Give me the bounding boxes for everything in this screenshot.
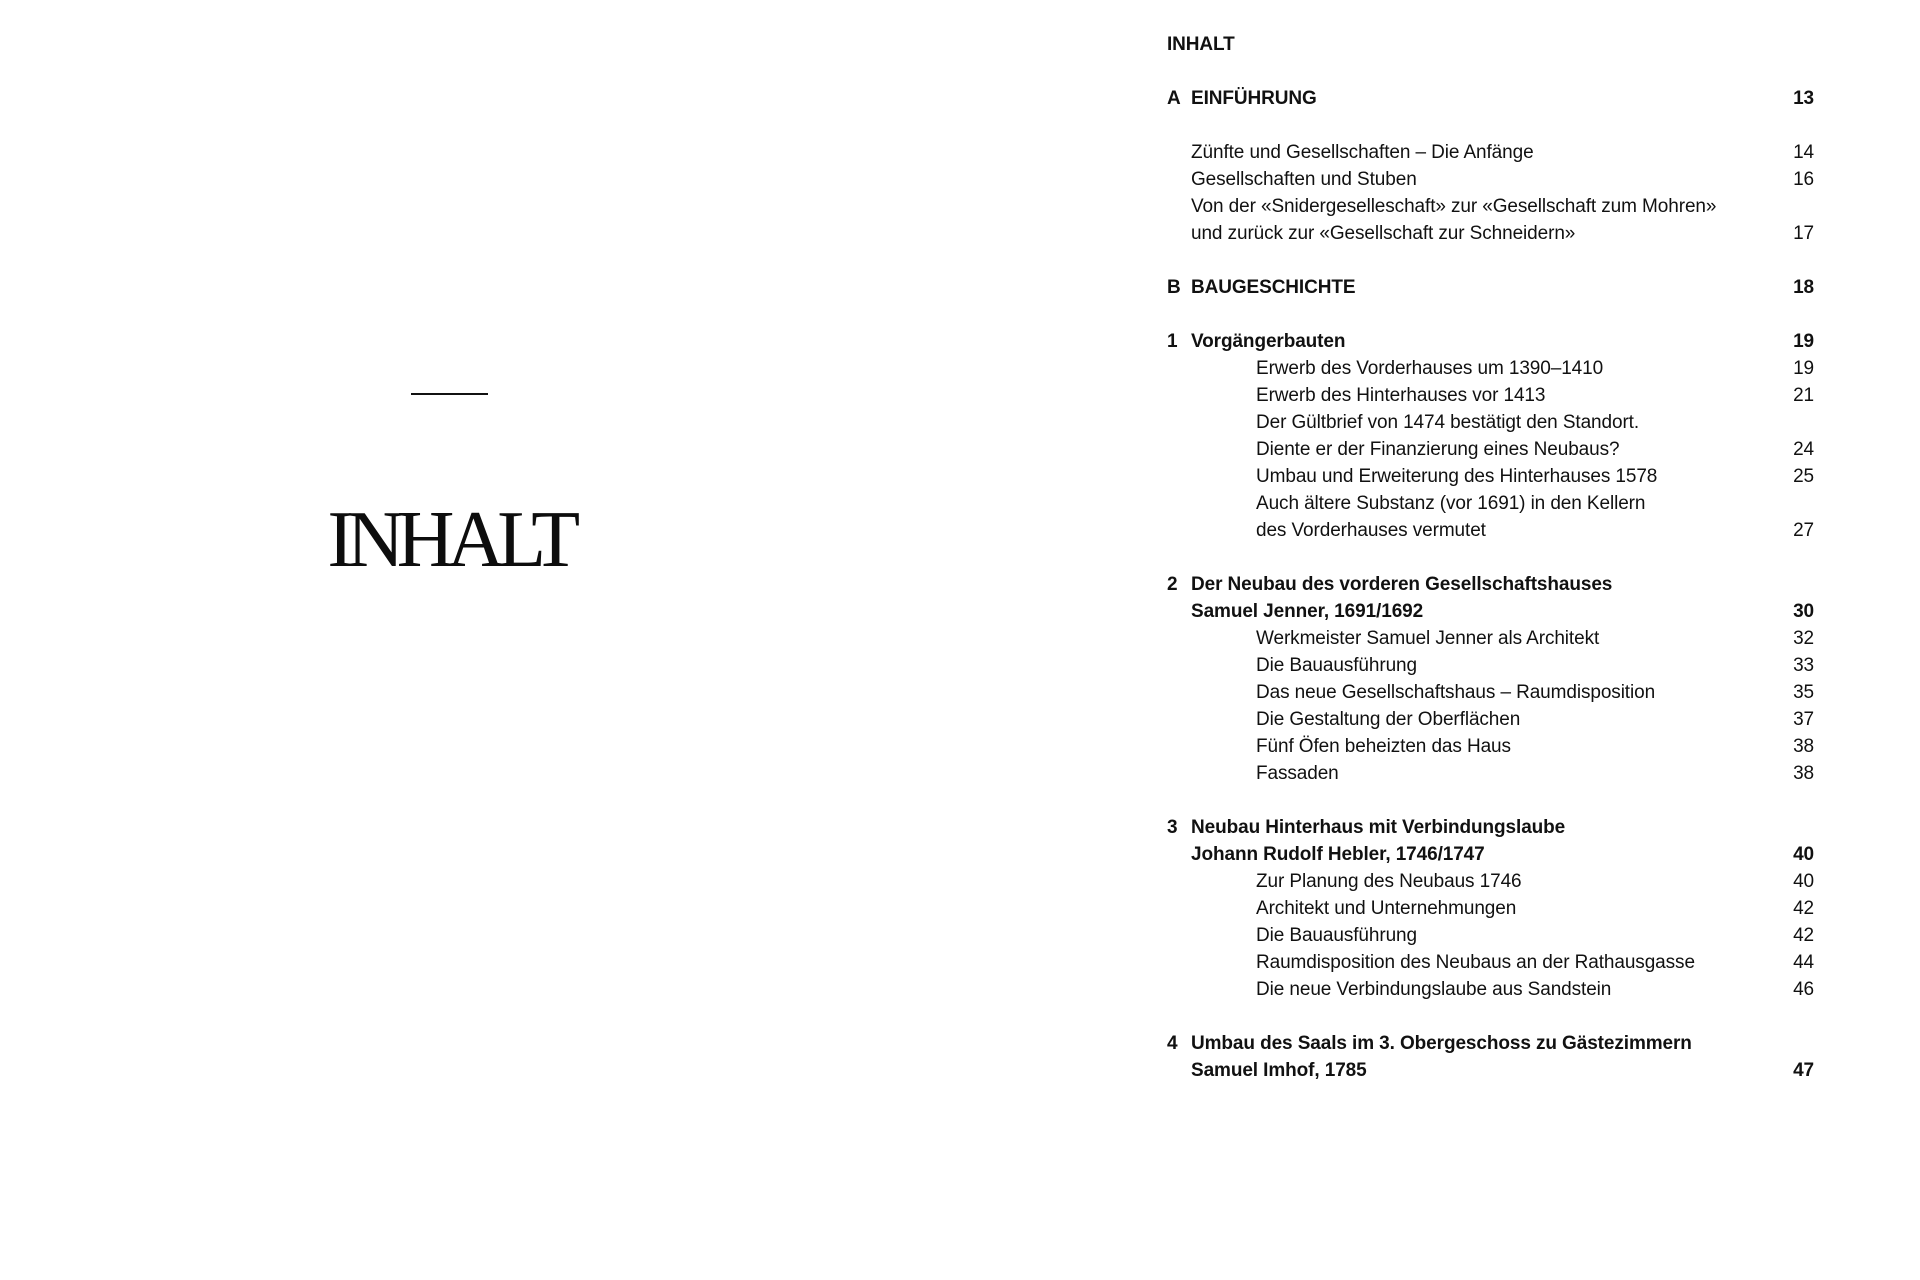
entry-title: des Vorderhauses vermutet [1256,520,1486,541]
toc-entry[interactable] [1167,382,1814,409]
page-number: 44 [1793,952,1814,973]
part-title: BAUGESCHICHTE [1191,277,1356,298]
part-title: EINFÜHRUNG [1191,88,1317,109]
toc-entry[interactable] [1167,760,1814,787]
page-number: 33 [1793,655,1814,676]
page-number: 30 [1793,601,1814,622]
spacer [1167,787,1814,814]
entry-title: Das neue Gesellschaftshaus – Raumdisposition [1256,682,1656,703]
right-page [960,0,1920,1280]
entry-title: Erwerb des Hinterhauses vor 1413 [1256,385,1546,406]
page-number: 40 [1793,871,1814,892]
toc-entry[interactable] [1167,220,1814,247]
page-number: 21 [1793,385,1814,406]
entry-title: Die neue Verbindungslaube aus Sandstein [1256,979,1612,1000]
entry-title: Die Bauausführung [1256,925,1417,946]
spacer [1167,112,1814,139]
chapter-subtitle: Johann Rudolf Hebler, 1746/1747 [1191,844,1485,865]
toc-chapter-4[interactable] [1167,1030,1814,1057]
toc-chapter-3[interactable] [1167,814,1814,841]
page-number: 27 [1793,520,1814,541]
page-number: 18 [1793,277,1814,298]
entry-title: Architekt und Unternehmungen [1256,898,1517,919]
page-number: 19 [1793,331,1814,352]
page-number: 38 [1793,736,1814,757]
page-number: 47 [1793,1060,1814,1081]
entry-title: Zur Planung des Neubaus 1746 [1256,871,1522,892]
chapter-title: Der Neubau des vorderen Gesellschaftshauses [1191,574,1613,595]
toc-part-a[interactable] [1167,85,1814,112]
page-number: 19 [1793,358,1814,379]
toc-entry[interactable] [1167,679,1814,706]
page-number: 13 [1793,88,1814,109]
chapter-number: 4 [1167,1033,1178,1054]
page-number: 38 [1793,763,1814,784]
toc-entry[interactable] [1167,652,1814,679]
toc-entry[interactable] [1167,355,1814,382]
entry-title: Raumdisposition des Neubaus an der Rathausgasse [1256,952,1695,973]
chapter-number: 1 [1167,331,1178,352]
toc-entry[interactable] [1167,463,1814,490]
page-number: 17 [1793,223,1814,244]
toc-entry[interactable] [1167,490,1814,517]
toc-entry[interactable] [1167,625,1814,652]
toc-entry[interactable] [1167,166,1814,193]
entry-title: Diente er der Finanzierung eines Neubaus? [1256,439,1620,460]
table-of-contents [1167,31,1814,1084]
chapter-number: 2 [1167,574,1178,595]
chapter-number: 3 [1167,817,1178,838]
entry-title: Erwerb des Vorderhauses um 1390–1410 [1256,358,1604,379]
toc-entry[interactable] [1167,922,1814,949]
toc-entry[interactable] [1167,139,1814,166]
entry-title: Zünfte und Gesellschaften – Die Anfänge [1191,142,1534,163]
entry-title: Gesellschaften und Stuben [1191,169,1417,190]
entry-title: und zurück zur «Gesellschaft zur Schneidern» [1191,223,1576,244]
entry-title: Auch ältere Substanz (vor 1691) in den Kellern [1256,493,1646,514]
entry-title: Fünf Öfen beheizten das Haus [1256,736,1511,757]
entry-title: Umbau und Erweiterung des Hinterhauses 1578 [1256,466,1658,487]
spacer [1167,247,1814,274]
part-letter: B [1167,277,1181,298]
toc-chapter-2[interactable] [1167,571,1814,598]
entry-title: Von der «Snidergeselleschaft» zur «Gesellschaft zum Mohren» [1191,196,1717,217]
entry-title: Der Gültbrief von 1474 bestätigt den Standort. [1256,412,1640,433]
chapter-title: Vorgängerbauten [1191,331,1346,352]
page-number: 14 [1793,142,1814,163]
title-rule-divider [411,393,488,395]
chapter-subtitle: Samuel Imhof, 1785 [1191,1060,1367,1081]
toc-part-b[interactable] [1167,274,1814,301]
toc-entry[interactable] [1167,409,1814,436]
toc-chapter-4-subtitle[interactable] [1167,1057,1814,1084]
toc-chapter-3-subtitle[interactable] [1167,841,1814,868]
chapter-subtitle: Samuel Jenner, 1691/1692 [1191,601,1424,622]
chapter-title: Neubau Hinterhaus mit Verbindungslaube [1191,817,1566,838]
toc-heading-text: INHALT [1167,34,1235,55]
entry-title: Fassaden [1256,763,1339,784]
page-number: 35 [1793,682,1814,703]
entry-title: Werkmeister Samuel Jenner als Architekt [1256,628,1600,649]
toc-heading [1167,31,1814,58]
page-number: 24 [1793,439,1814,460]
part-letter: A [1167,88,1181,109]
toc-entry[interactable] [1167,517,1814,544]
page-number: 25 [1793,466,1814,487]
chapter-title: Umbau des Saals im 3. Obergeschoss zu Gästezimmern [1191,1033,1692,1054]
spacer [1167,1003,1814,1030]
page-number: 16 [1793,169,1814,190]
toc-entry[interactable] [1167,895,1814,922]
page-title: INHALT [327,496,573,584]
toc-entry[interactable] [1167,949,1814,976]
entry-title: Die Bauausführung [1256,655,1417,676]
toc-entry[interactable] [1167,193,1814,220]
page-number: 42 [1793,898,1814,919]
toc-chapter-1[interactable] [1167,328,1814,355]
toc-chapter-2-subtitle[interactable] [1167,598,1814,625]
toc-entry[interactable] [1167,733,1814,760]
toc-entry[interactable] [1167,868,1814,895]
toc-entry[interactable] [1167,976,1814,1003]
toc-entry[interactable] [1167,436,1814,463]
entry-title: Die Gestaltung der Oberflächen [1256,709,1521,730]
toc-entry[interactable] [1167,706,1814,733]
page-number: 40 [1793,844,1814,865]
spacer [1167,544,1814,571]
page-number: 37 [1793,709,1814,730]
page-number: 42 [1793,925,1814,946]
page-number: 46 [1793,979,1814,1000]
page-number: 32 [1793,628,1814,649]
spacer [1167,58,1814,85]
spacer [1167,301,1814,328]
